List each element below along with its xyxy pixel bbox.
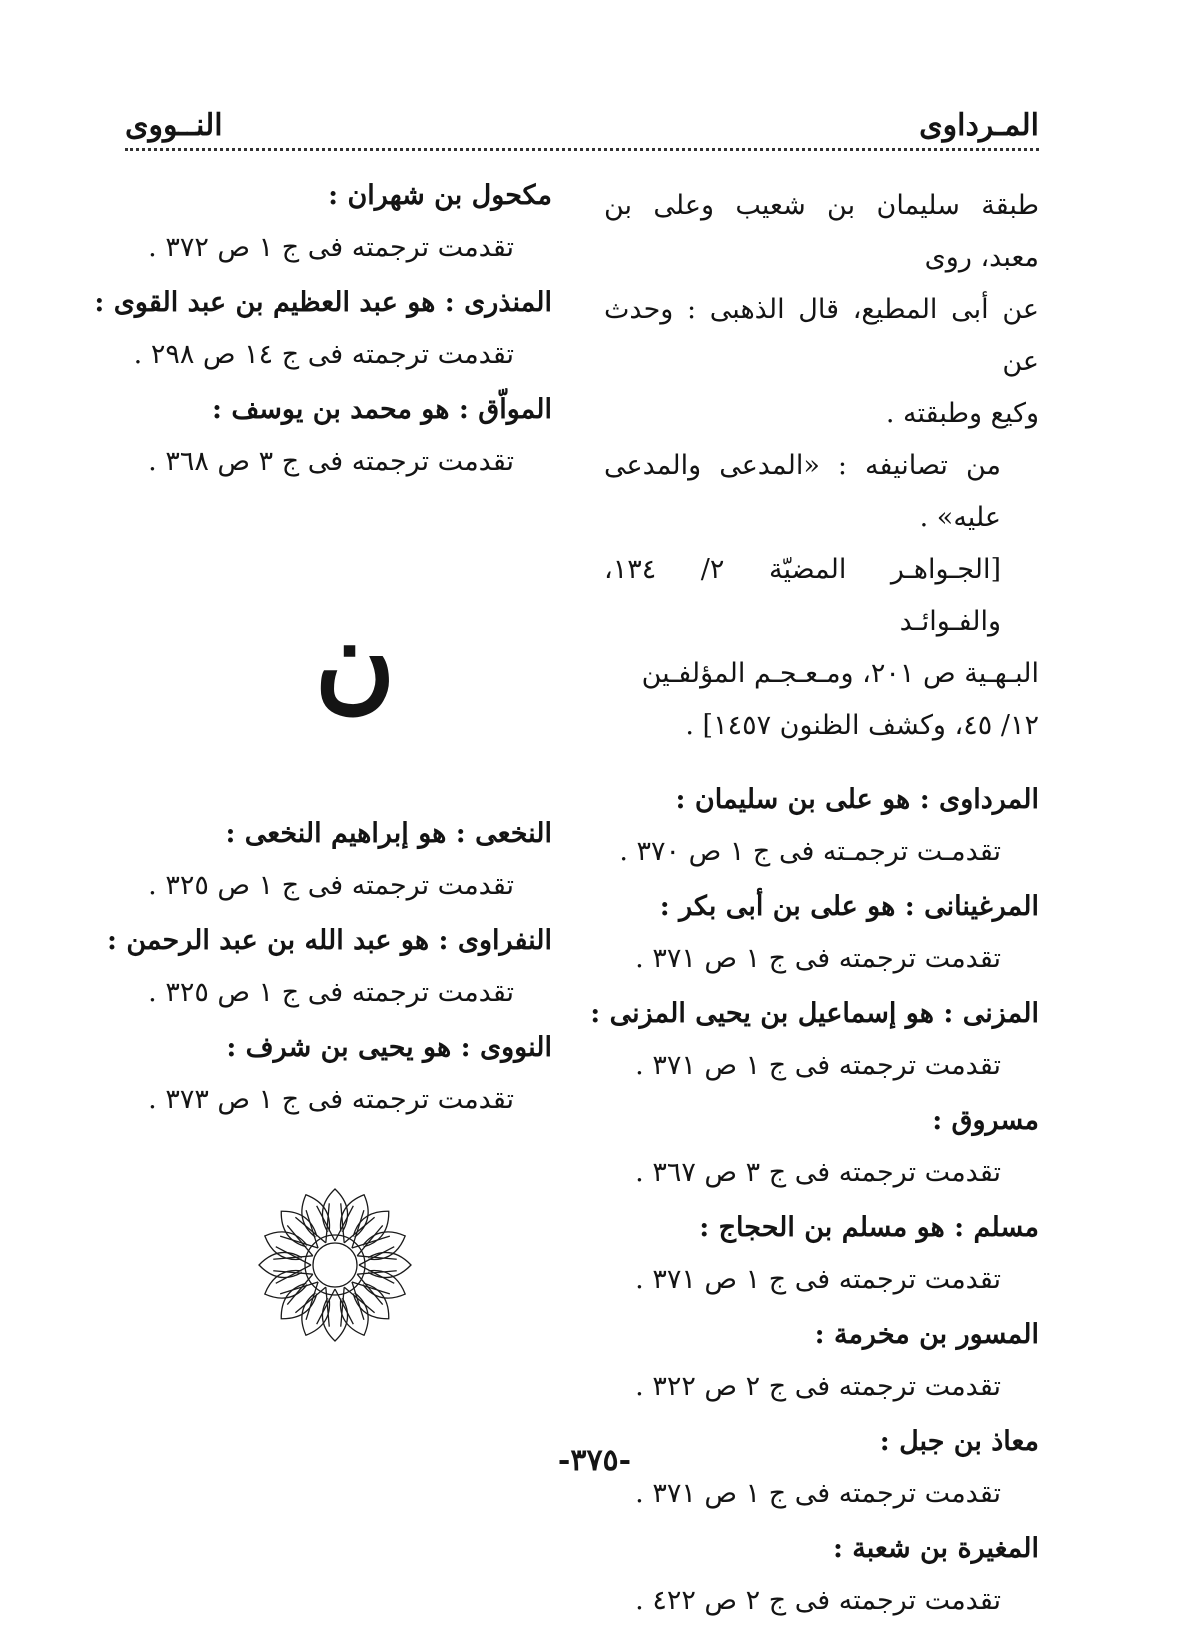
entry-heading: المواّق : هو محمد بن يوسف : bbox=[211, 394, 552, 425]
biography-entry bbox=[604, 1095, 1039, 1199]
star-rosette-ornament-icon bbox=[255, 1185, 415, 1345]
entry-heading: المزنى : هو إسماعيل بن يحيى المزنى : bbox=[590, 998, 1039, 1029]
entry-heading: معاذ بن جبل : bbox=[879, 1426, 1039, 1457]
entry-reference: تقدمت ترجمته فى ج ١ ص ٣٧١ . bbox=[635, 1264, 1001, 1295]
entry-heading: المغيرة بن شعبة : bbox=[832, 1533, 1039, 1564]
biography-entry bbox=[112, 170, 552, 274]
intro-line: وكيع وطبقته . bbox=[885, 398, 1039, 429]
entry-heading: مسلم : هو مسلم بن الحجاج : bbox=[699, 1212, 1039, 1243]
entry-heading: المرداوى : هو على بن سليمان : bbox=[675, 784, 1039, 815]
running-header-left: النــووى bbox=[125, 108, 223, 143]
biography-entry bbox=[112, 384, 552, 488]
bibliography-line: [الجـواهـر المضيّة ٢/ ١٣٤، والفـوائـد bbox=[604, 554, 1001, 637]
biography-entry bbox=[107, 915, 552, 1019]
biography-entry bbox=[590, 988, 1039, 1092]
biography-entry bbox=[112, 1022, 552, 1126]
biography-entry bbox=[604, 881, 1039, 985]
entry-reference: تقدمت ترجمته فى ج ٢ ص ٣٢٢ . bbox=[635, 1371, 1001, 1402]
page-number: -٣٧٥- bbox=[557, 1443, 632, 1478]
entry-reference: تقدمـت ترجمـته فى ج ١ ص ٣٧٠ . bbox=[619, 836, 1001, 867]
biography-entry bbox=[604, 774, 1039, 878]
running-header-right: المـرداوى bbox=[919, 108, 1039, 143]
intro-line: طبقة سليمان بن شعيب وعلى بن معبد، روى bbox=[604, 190, 1039, 273]
intro-line: عن أبى المطيع، قال الذهبى : وحدث عن bbox=[604, 294, 1039, 377]
entry-reference: تقدمت ترجمته فى ج ١ ص ٣٧١ . bbox=[635, 1478, 1001, 1509]
entry-heading: النفراوى : هو عبد الله بن عبد الرحمن : bbox=[107, 925, 552, 956]
biography-entry bbox=[94, 277, 552, 381]
left-column-lower bbox=[107, 808, 552, 1129]
entry-reference: تقدمت ترجمته فى ج ١ ص ٣٢٥ . bbox=[148, 870, 514, 901]
entry-heading: المسور بن مخرمة : bbox=[814, 1319, 1039, 1350]
entry-heading: النخعى : هو إبراهيم النخعى : bbox=[225, 818, 552, 849]
bibliography-line: ١٢/ ٤٥، وكشف الظنون ١٤٥٧] . bbox=[685, 710, 1039, 741]
entry-reference: تقدمت ترجمته فى ج ١ ص ٣٧١ . bbox=[635, 1050, 1001, 1081]
entry-reference: تقدمت ترجمته فى ج ١ ص ٣٢٥ . bbox=[148, 977, 514, 1008]
entry-heading: المرغينانى : هو على بن أبى بكر : bbox=[659, 891, 1039, 922]
section-letter-heading: ن bbox=[314, 595, 396, 724]
entry-reference: تقدمت ترجمته فى ج ٢ ص ٤٢٢ . bbox=[635, 1585, 1001, 1616]
entry-reference: تقدمت ترجمته فى ج ١ ص ٣٧٣ . bbox=[148, 1084, 514, 1115]
entry-reference: تقدمت ترجمته فى ج ١ ص ٣٧٢ . bbox=[148, 232, 514, 263]
entry-reference: تقدمت ترجمته فى ج ٣ ص ٣٦٧ . bbox=[635, 1157, 1001, 1188]
works-line: من تصانيفه : «المدعى والمدعى عليه» . bbox=[604, 450, 1001, 533]
biography-entry bbox=[112, 808, 552, 912]
bibliography-line: البـهـية ص ٢٠١، ومـعـجـم المؤلفـين bbox=[641, 658, 1039, 689]
entry-heading: مسروق : bbox=[932, 1105, 1039, 1136]
entry-heading: مكحول بن شهران : bbox=[328, 180, 552, 211]
entry-reference: تقدمت ترجمته فى ج ١٤ ص ٢٩٨ . bbox=[133, 339, 514, 370]
entry-heading: النووى : هو يحيى بن شرف : bbox=[226, 1032, 552, 1063]
entry-reference: تقدمت ترجمته فى ج ٣ ص ٣٦٨ . bbox=[148, 446, 514, 477]
biography-entry bbox=[604, 1202, 1039, 1306]
entry-reference: تقدمت ترجمته فى ج ١ ص ٣٧١ . bbox=[635, 943, 1001, 974]
left-column-upper bbox=[94, 170, 552, 491]
biography-entry bbox=[604, 1309, 1039, 1413]
header-dotted-rule bbox=[125, 148, 1039, 151]
biography-entry bbox=[604, 1523, 1039, 1627]
entry-heading: المنذرى : هو عبد العظيم بن عبد القوى : bbox=[94, 287, 552, 318]
